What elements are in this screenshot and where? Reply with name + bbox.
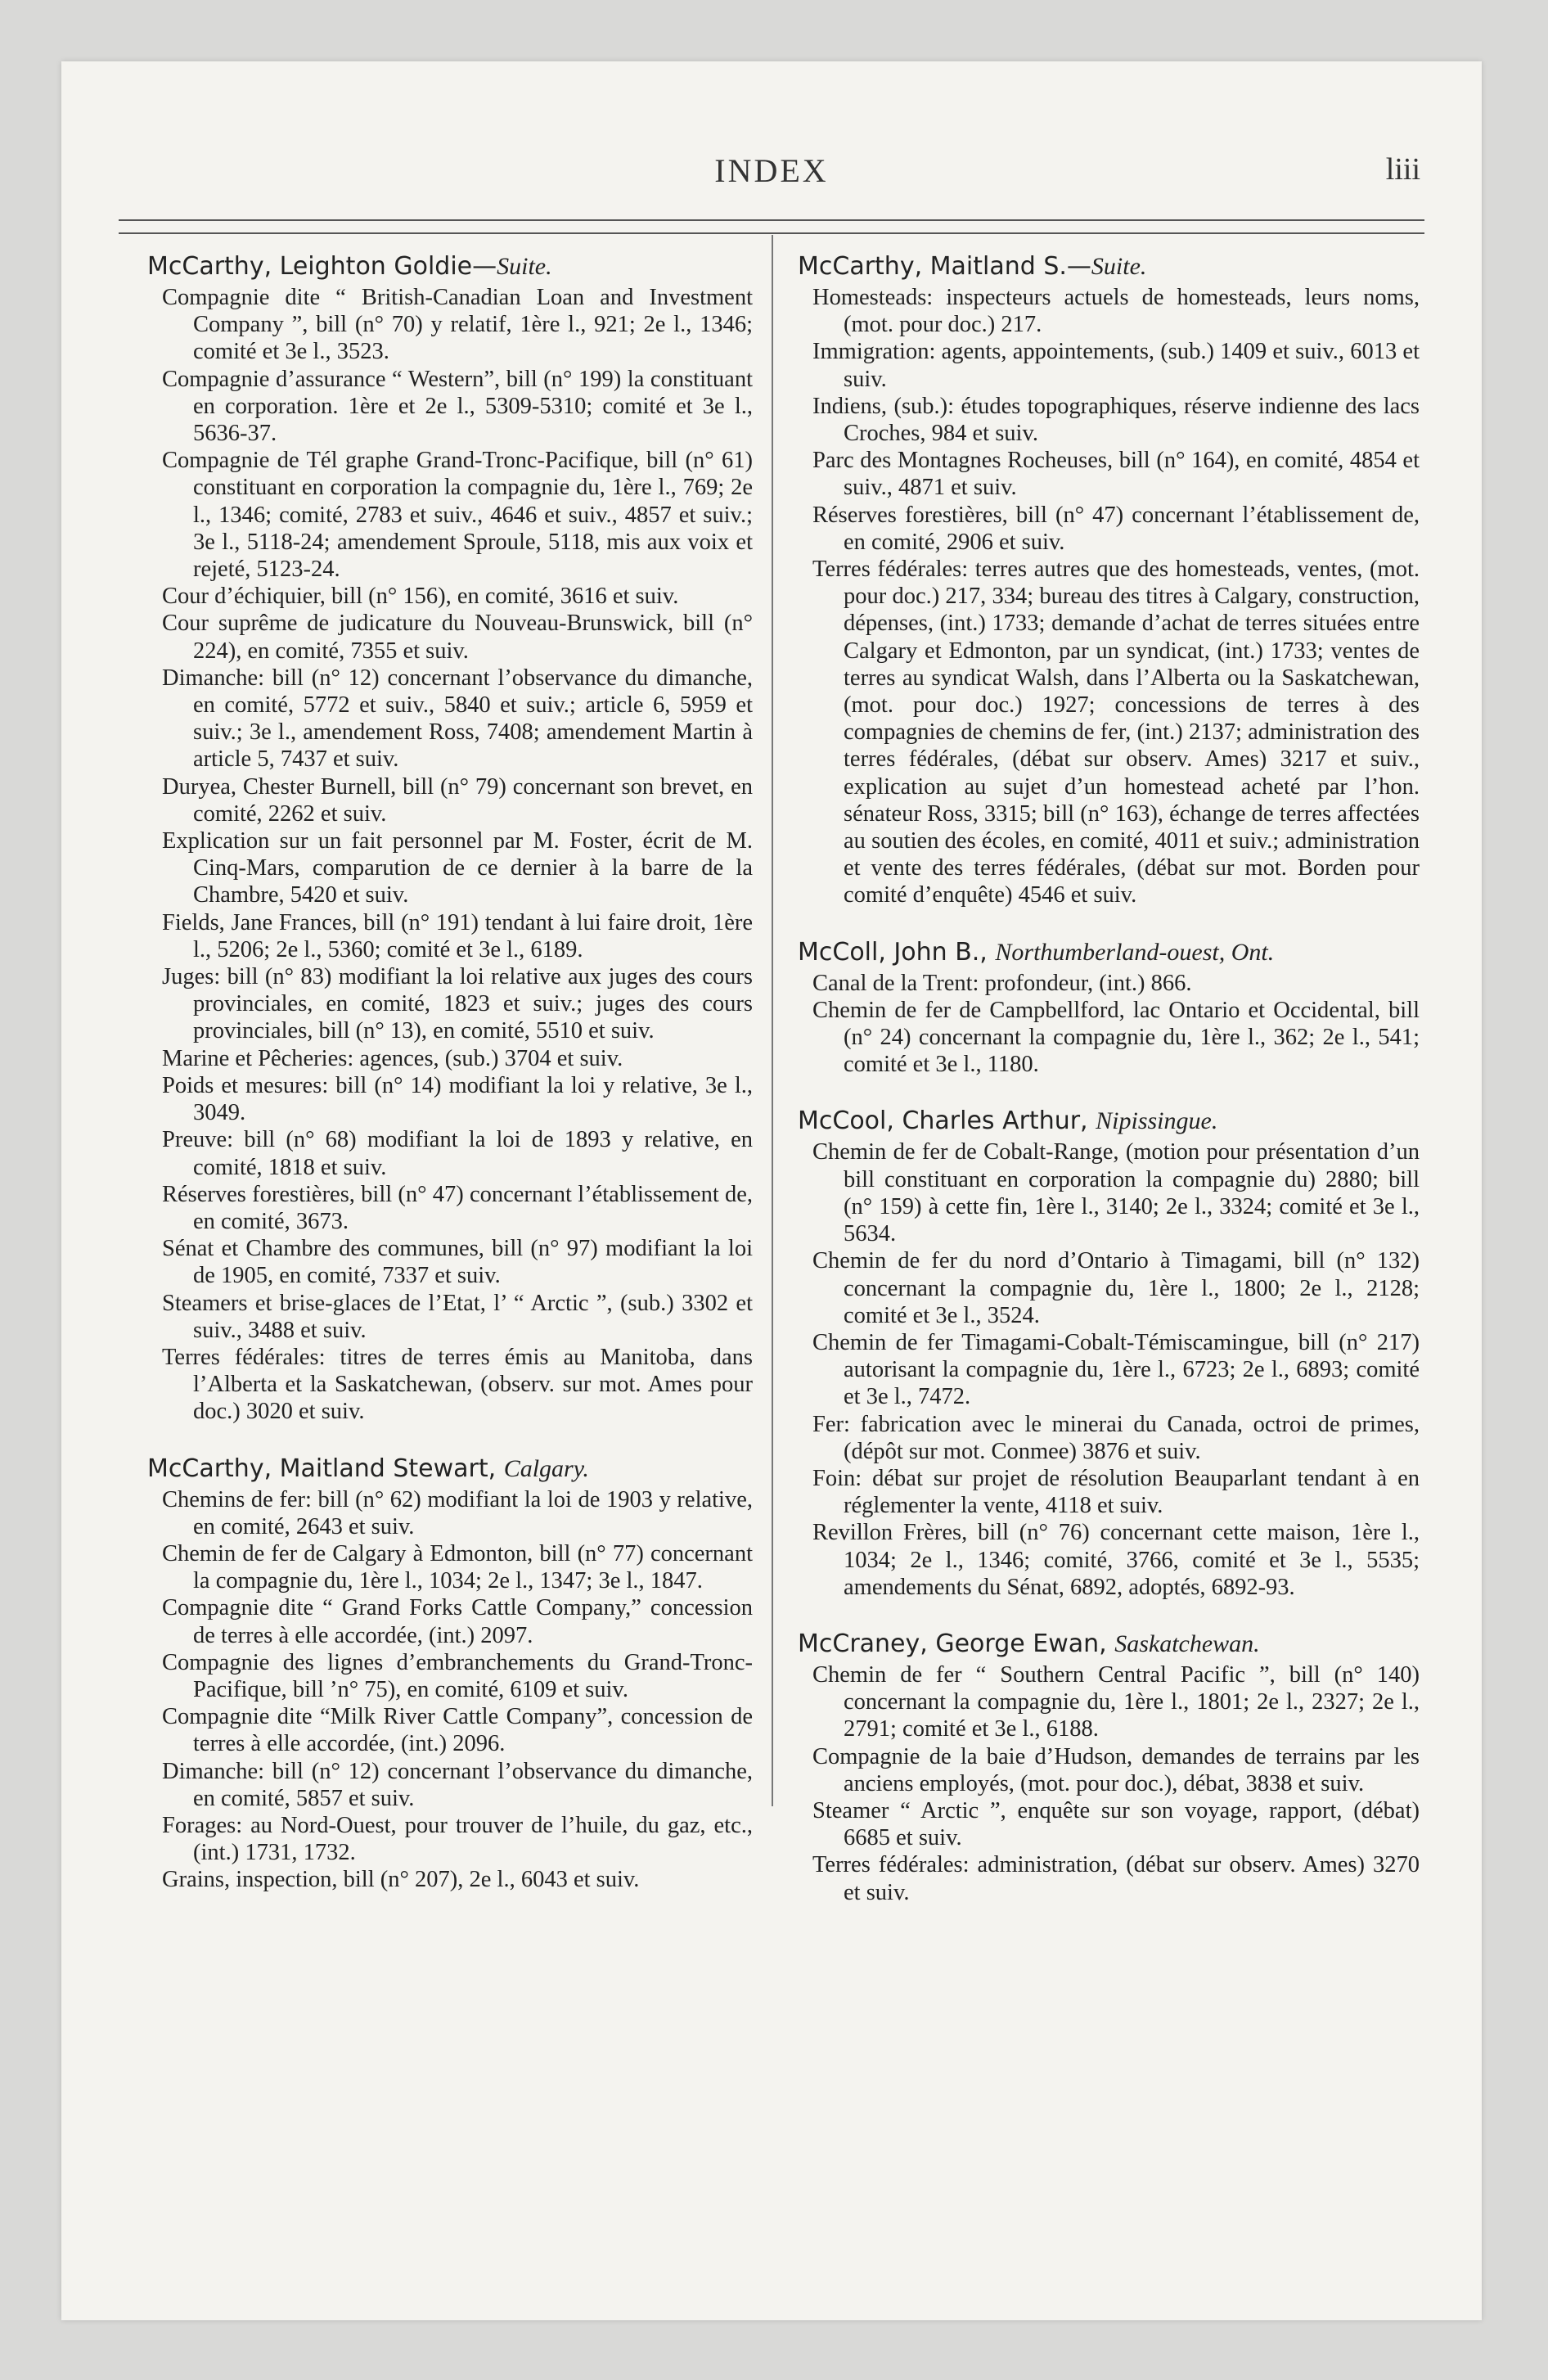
subentry: Chemin de fer de Campbellford, lac Ontario et Occidental, bill (n° 24) concernant la compagnie du, 1ère l., 362; 2e l., 541; comité et 3e l., 1180. bbox=[812, 997, 1420, 1078]
subentry: Indiens, (sub.): études topographiques, réserve indienne des lacs Croches, 984 et suiv. bbox=[812, 393, 1420, 447]
subentry: Fer: fabrication avec le minerai du Canada, octroi de primes, (dépôt sur mot. Conmee) 3876 et suiv. bbox=[812, 1411, 1420, 1464]
subentry: Revillon Frères, bill (n° 76) concernant cette maison, 1ère l., 1034; 2e l., 1346; comité, 3766, comité et 3e l., 5535; amendements du Sénat, 6892, adoptés, 6892-93. bbox=[812, 1520, 1420, 1600]
entry-constituency: Nipissingue. bbox=[1096, 1107, 1218, 1135]
subentry: Canal de la Trent: profondeur, (int.) 866. bbox=[812, 970, 1192, 996]
index-entry bbox=[798, 1629, 1420, 1906]
entry-heading bbox=[798, 1629, 1420, 1660]
index-entry bbox=[798, 937, 1420, 1079]
index-entry bbox=[147, 1454, 753, 1894]
subentry: Cour d’échiquier, bill (n° 156), en comité, 3616 et suiv. bbox=[162, 584, 679, 610]
subentry: Grains, inspection, bill (n° 207), 2e l., 6043 et suiv. bbox=[162, 1867, 640, 1893]
entry-constituency: Calgary. bbox=[503, 1454, 589, 1482]
right-column bbox=[798, 251, 1420, 1934]
entry-name: McCarthy, Leighton Goldie— bbox=[147, 252, 497, 281]
subentry: Compagnie dite “Milk River Cattle Company”, concession de terres à elle accordée, (int.) 2096. bbox=[162, 1704, 753, 1757]
entry-suffix: Suite. bbox=[1091, 253, 1147, 280]
subentry: Compagnie dite “ Grand Forks Cattle Company,” concession de terres à elle accordée, (int.) 2097. bbox=[162, 1595, 753, 1648]
column-divider bbox=[772, 235, 773, 1806]
entry-name: McCraney, George Ewan, bbox=[798, 1629, 1115, 1658]
subentry: Terres fédérales: administration, (débat sur observ. Ames) 3270 et suiv. bbox=[812, 1852, 1420, 1905]
subentry: Terres fédérales: titres de terres émis au Manitoba, dans l’Alberta et la Saskatchewan, (observ. sur mot. Ames pour doc.) 3020 et suiv. bbox=[162, 1344, 753, 1425]
subentry: Duryea, Chester Burnell, bill (n° 79) concernant son brevet, en comité, 2262 et suiv. bbox=[162, 773, 753, 827]
entry-name: McCarthy, Maitland Stewart, bbox=[147, 1454, 504, 1483]
entry-name: McCarthy, Maitland S.— bbox=[798, 252, 1091, 281]
subentry: Steamers et brise-glaces de l’Etat, l’ “ Arctic ”, (sub.) 3302 et suiv., 3488 et suiv. bbox=[162, 1290, 753, 1343]
subentry: Homesteads: inspecteurs actuels de homesteads, leurs noms, (mot. pour doc.) 217. bbox=[812, 285, 1420, 338]
subentry: Terres fédérales: terres autres que des homesteads, ventes, (mot. pour doc.) 217, 334; bureau des titres à Calgary, construction, dépenses, (int.) 1733; demande d’achat de terres situées entre Calgary et Edmonton, par un syndicat, (int.) 1733; ventes de terres au syndicat Walsh, dans l’Alberta ou la Saskatchewan, (mot. pour doc.) 1927; concessions de terres à des compagnies de chemins de fer, (int.) 2137; administration des terres fédérales, (débat sur observ. Ames) 3217 et suiv., explication au sujet d’un homestead acheté par l’hon. sénateur Ross, 3315; bill (n° 163), échange de terres affectées au soutien des écoles, en comité, 4011 et suiv.; administration et vente des terres fédérales, (débat sur mot. Borden pour comité d’enquête) 4546 et suiv. bbox=[812, 557, 1420, 908]
subentry: Compagnie de Tél graphe Grand-Tronc-Pacifique, bill (n° 61) constituant en corporation la compagnie du, 1ère l., 769; 2e l., 1346; comité, 2783 et suiv., 4646 et suiv., 4857 et suiv.; 3e l., 5118-24; amendement Sproule, 5118, mis aux voix et rejeté, 5123-24. bbox=[162, 448, 753, 583]
subentry: Compagnie des lignes d’embranchements du Grand-Tronc-Pacifique, bill ’n° 75), en comité, 6109 et suiv. bbox=[162, 1649, 753, 1702]
page-title: INDEX bbox=[714, 152, 829, 189]
subentry: Chemins de fer: bill (n° 62) modifiant la loi de 1903 y relative, en comité, 2643 et suiv. bbox=[162, 1486, 753, 1539]
subentry: Parc des Montagnes Rocheuses, bill (n° 164), en comité, 4854 et suiv., 4871 et suiv. bbox=[812, 448, 1420, 501]
entry-constituency: Northumberland-ouest, Ont. bbox=[995, 938, 1275, 966]
running-head bbox=[61, 151, 1482, 201]
subentry: Réserves forestières, bill (n° 47) concernant l’établissement de, en comité, 3673. bbox=[162, 1181, 753, 1234]
subentry: Dimanche: bill (n° 12) concernant l’observance du dimanche, en comité, 5772 et suiv., 5840 et suiv.; article 6, 5959 et suiv.; 3e l., amendement Ross, 7408; amendement Martin à article 5, 7437 et suiv. bbox=[162, 665, 753, 773]
entry-heading bbox=[798, 251, 1420, 282]
subentry: Compagnie d’assurance “ Western”, bill (n° 199) la constituant en corporation. 1ère et 2e l., 5309-5310; comité et 3e l., 5636-37. bbox=[162, 366, 753, 447]
subentry: Fields, Jane Frances, bill (n° 191) tendant à lui faire droit, 1ère l., 5206; 2e l., 5360; comité et 3e l., 6189. bbox=[162, 909, 753, 962]
entry-constituency: Saskatchewan. bbox=[1114, 1629, 1260, 1657]
subentry: Cour suprême de judicature du Nouveau-Brunswick, bill (n° 224), en comité, 7355 et suiv. bbox=[162, 611, 753, 664]
subentry: Compagnie de la baie d’Hudson, demandes de terrains par les anciens employés, (mot. pour doc.), débat, 3838 et suiv. bbox=[812, 1743, 1420, 1796]
subentry: Chemin de fer “ Southern Central Pacific ”, bill (n° 140) concernant la compagnie du, 1ère l., 1801; 2e l., 2327; 2e l., 2791; comité et 3e l., 6188. bbox=[812, 1661, 1420, 1742]
left-column bbox=[147, 251, 753, 1922]
entry-heading bbox=[147, 1454, 753, 1485]
subentry: Chemin de fer Timagami-Cobalt-Témiscamingue, bill (n° 217) autorisant la compagnie du, 1ère l., 6723; 2e l., 6893; comité et 3e l., 7472. bbox=[812, 1329, 1420, 1410]
index-entry bbox=[798, 251, 1420, 909]
subentry: Juges: bill (n° 83) modifiant la loi relative aux juges des cours provinciales, en comité, 1823 et suiv.; juges des cours provinciales, bill (n° 13), en comité, 5510 et suiv. bbox=[162, 964, 753, 1044]
index-entry bbox=[147, 251, 753, 1426]
entry-name: McColl, John B., bbox=[798, 937, 996, 967]
entry-name: McCool, Charles Arthur, bbox=[798, 1107, 1096, 1136]
subentry: Preuve: bill (n° 68) modifiant la loi de 1893 y relative, en comité, 1818 et suiv. bbox=[162, 1127, 753, 1180]
entry-heading bbox=[798, 1106, 1420, 1137]
index-page bbox=[61, 61, 1482, 2320]
page-number: liii bbox=[1385, 152, 1420, 187]
subentry: Steamer “ Arctic ”, enquête sur son voyage, rapport, (débat) 6685 et suiv. bbox=[812, 1797, 1420, 1851]
subentry: Foin: débat sur projet de résolution Beauparlant tendant à en réglementer la vente, 4118 et suiv. bbox=[812, 1465, 1420, 1519]
index-entry bbox=[798, 1106, 1420, 1600]
subentry: Forages: au Nord-Ouest, pour trouver de l’huile, du gaz, etc., (int.) 1731, 1732. bbox=[162, 1812, 753, 1866]
subentry: Chemin de fer du nord d’Ontario à Timagami, bill (n° 132) concernant la compagnie du, 1ère l., 1800; 2e l., 2128; comité et 3e l., 3524. bbox=[812, 1248, 1420, 1328]
subentry: Dimanche: bill (n° 12) concernant l’observance du dimanche, en comité, 5857 et suiv. bbox=[162, 1758, 753, 1811]
subentry: Immigration: agents, appointements, (sub.) 1409 et suiv., 6013 et suiv. bbox=[812, 339, 1420, 392]
subentry: Chemin de fer de Calgary à Edmonton, bill (n° 77) concernant la compagnie du, 1ère l., 1034; 2e l., 1347; 3e l., 1847. bbox=[162, 1540, 753, 1594]
entry-heading bbox=[798, 937, 1420, 968]
subentry: Sénat et Chambre des communes, bill (n° 97) modifiant la loi de 1905, en comité, 7337 et suiv. bbox=[162, 1236, 753, 1289]
subentry: Explication sur un fait personnel par M. Foster, écrit de M. Cinq-Mars, comparution de ce dernier à la barre de la Chambre, 5420 et suiv. bbox=[162, 828, 753, 908]
entry-suffix: Suite. bbox=[497, 253, 552, 280]
header-rule bbox=[119, 219, 1424, 234]
subentry: Poids et mesures: bill (n° 14) modifiant la loi y relative, 3e l., 3049. bbox=[162, 1072, 753, 1126]
subentry: Réserves forestières, bill (n° 47) concernant l’établissement de, en comité, 2906 et suiv. bbox=[812, 502, 1420, 555]
subentry: Marine et Pêcheries: agences, (sub.) 3704 et suiv. bbox=[162, 1045, 623, 1071]
subentry: Chemin de fer de Cobalt-Range, (motion pour présentation d’un bill constituant en corporation la compagnie du) 2880; bill (n° 159) à cette fin, 1ère l., 3140; 2e l., 3324; comité et 3e l., 5634. bbox=[812, 1139, 1420, 1247]
subentry: Compagnie dite “ British-Canadian Loan and Investment Company ”, bill (n° 70) y relatif, 1ère l., 921; 2e l., 1346; comité et 3e l., 3523. bbox=[162, 285, 753, 365]
entry-heading bbox=[147, 251, 753, 282]
